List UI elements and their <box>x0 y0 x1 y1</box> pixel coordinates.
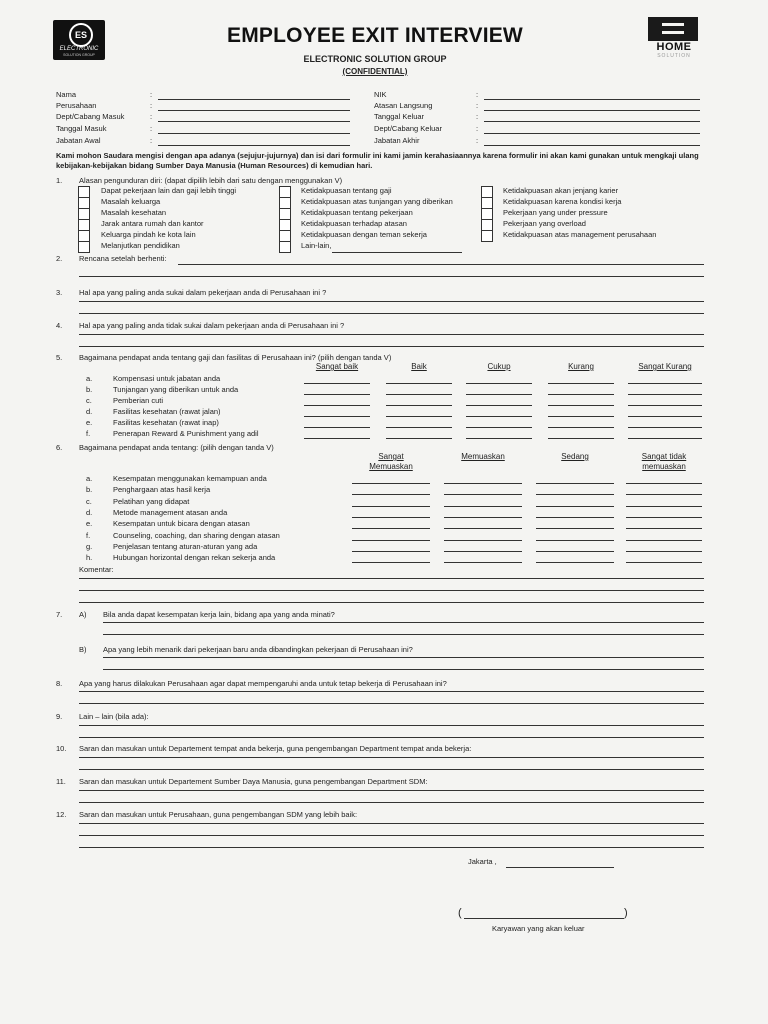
q5-rating-line[interactable] <box>548 427 614 428</box>
logo-circle-icon: ES <box>69 23 93 47</box>
q9-answer-line[interactable] <box>79 737 704 738</box>
signature-open-paren: ( <box>458 907 462 919</box>
field-input-line[interactable] <box>484 99 700 100</box>
q6-rating-line[interactable] <box>444 540 522 541</box>
q6-item-letter: f. <box>86 530 91 540</box>
q11-answer-line[interactable] <box>79 790 704 791</box>
q5-column-header: Baik <box>411 362 427 371</box>
field-colon: : <box>476 112 479 121</box>
field-input-line[interactable] <box>158 121 350 122</box>
logo-right-name: HOME <box>656 41 692 53</box>
reason-label: Masalah keluarga <box>101 197 161 206</box>
reason-label: Ketidakpuasan atas management perusahaan <box>503 230 657 239</box>
q5-rating-line[interactable] <box>304 416 370 417</box>
intro-text: Kami mohon Saudara mengisi dengan apa adanya (sejujur-jujurnya) dan isi dari formulir ini kami jamin kerahasiaannya karena formulir ini akan kami gunakan untuk mengkaji ulang kebijakan-kebijakan bidang Sumber Daya Manusia (Human Resources) di kemudian hari. <box>56 151 699 170</box>
reason-label: Ketidakpuasan tentang pekerjaan <box>301 208 413 217</box>
q6-rating-line[interactable] <box>352 494 430 495</box>
q5-rating-line[interactable] <box>628 416 702 417</box>
q5-rating-line[interactable] <box>466 438 532 439</box>
q5-rating-line[interactable] <box>304 405 370 406</box>
q6-rating-line[interactable] <box>352 562 430 563</box>
q5-rating-line[interactable] <box>628 405 702 406</box>
q6-rating-line[interactable] <box>444 483 522 484</box>
logo-right-sub: SOLUTION <box>657 53 691 59</box>
place-label: Jakarta , <box>468 857 497 866</box>
field-colon: : <box>476 136 479 145</box>
reason-label: Dapat pekerjaan lain dan gaji lebih tinggi <box>101 186 237 195</box>
field-label: Dept/Cabang Masuk <box>56 112 125 121</box>
q6-rating-line[interactable] <box>444 562 522 563</box>
q6-rating-line[interactable] <box>444 506 522 507</box>
reason-checkbox[interactable] <box>78 241 90 253</box>
field-label: Jabatan Awal <box>56 136 101 145</box>
q11-number: 11. <box>56 777 66 786</box>
q6-rating-line[interactable] <box>444 494 522 495</box>
q6-item-label: Metode management atasan anda <box>113 507 228 517</box>
q3-answer-line[interactable] <box>79 313 704 314</box>
q6-rating-line[interactable] <box>536 540 614 541</box>
q5-rating-line[interactable] <box>386 438 452 439</box>
q6-rating-line[interactable] <box>444 551 522 552</box>
q5-rating-line[interactable] <box>304 383 370 384</box>
field-input-line[interactable] <box>158 133 350 134</box>
page-title: EMPLOYEE EXIT INTERVIEW <box>227 24 523 47</box>
field-input-line[interactable] <box>158 145 350 146</box>
field-input-line[interactable] <box>484 133 700 134</box>
q9-answer-line[interactable] <box>79 725 704 726</box>
q7a-label: A) <box>79 610 87 619</box>
q12-answer-line[interactable] <box>79 823 704 824</box>
komentar-line[interactable] <box>79 578 704 579</box>
q5-rating-line[interactable] <box>304 438 370 439</box>
q6-item-letter: b. <box>86 485 93 495</box>
q10-number: 10. <box>56 744 67 753</box>
q5-rating-line[interactable] <box>386 405 452 406</box>
q5-item-label: Penerapan Reward & Punishment yang adil <box>113 429 259 438</box>
q2-number: 2. <box>56 254 63 263</box>
q6-column-header: Sedang <box>561 452 589 461</box>
field-colon: : <box>476 124 479 133</box>
q5-item-label: Fasilitas kesehatan (rawat inap) <box>113 418 219 427</box>
q1-number: 1. <box>56 176 63 185</box>
field-label: Tanggal Keluar <box>374 112 425 121</box>
q10-question: Saran dan masukan untuk Departement tempat anda bekerja, guna pengembangan Department tempat anda bekerja: <box>79 744 472 753</box>
q6-rating-line[interactable] <box>626 540 702 541</box>
home-logo-icon <box>648 17 698 41</box>
reason-label: Pekerjaan yang overload <box>503 219 586 228</box>
q5-item-label: Kompensasi untuk jabatan anda <box>113 374 221 383</box>
q1-question: Alasan pengunduran diri: (dapat dipilih lebih dari satu dengan menggunakan V) <box>79 176 343 185</box>
q7b-answer-line[interactable] <box>103 657 704 658</box>
field-colon: : <box>150 124 153 133</box>
q6-rating-line[interactable] <box>352 528 430 529</box>
q5-rating-line[interactable] <box>466 394 532 395</box>
q5-rating-line[interactable] <box>386 416 452 417</box>
q4-question: Hal apa yang paling anda tidak sukai dalam pekerjaan anda di Perusahaan ini ? <box>79 321 345 330</box>
q11-question: Saran dan masukan untuk Departement Sumber Daya Manusia, guna pengembangan Department SDM: <box>79 777 428 786</box>
q3-question: Hal apa yang paling anda sukai dalam pekerjaan anda di Perusahaan ini ? <box>79 288 327 297</box>
komentar-line[interactable] <box>79 590 704 591</box>
field-colon: : <box>476 101 479 110</box>
q9-question: Lain – lain (bila ada): <box>79 712 149 721</box>
field-colon: : <box>150 136 153 145</box>
q5-rating-line[interactable] <box>466 383 532 384</box>
q6-rating-line[interactable] <box>626 483 702 484</box>
q6-question: Bagaimana pendapat anda tentang: (pilih dengan tanda V) <box>79 443 274 452</box>
q5-rating-line[interactable] <box>386 394 452 395</box>
field-input-line[interactable] <box>158 110 350 111</box>
q6-rating-line[interactable] <box>352 517 430 518</box>
field-colon: : <box>150 101 153 110</box>
q6-item-label: Penghargaan atas hasil kerja <box>113 485 211 495</box>
q12-answer-line[interactable] <box>79 847 704 848</box>
q5-item-letter: a. <box>86 374 93 383</box>
q6-number: 6. <box>56 443 63 452</box>
q5-item-letter: f. <box>86 429 91 438</box>
q6-rating-line[interactable] <box>352 540 430 541</box>
q5-item-letter: c. <box>86 396 92 405</box>
q7-number: 7. <box>56 610 63 619</box>
q6-rating-line[interactable] <box>444 517 522 518</box>
q6-rating-line[interactable] <box>352 483 430 484</box>
reason-other-line[interactable] <box>332 252 462 253</box>
q9-number: 9. <box>56 712 63 721</box>
q6-rating-line[interactable] <box>626 494 702 495</box>
q6-rating-line[interactable] <box>626 562 702 563</box>
q8-number: 8. <box>56 679 63 688</box>
q8-question: Apa yang harus dilakukan Perusahaan agar dapat mempengaruhi anda untuk tetap bekerja di Perusahaan ini? <box>79 679 447 688</box>
komentar-label: Komentar: <box>79 565 114 574</box>
q12-answer-line[interactable] <box>79 835 704 836</box>
q7a-question: Bila anda dapat kesempatan kerja lain, bidang apa yang anda minati? <box>103 610 335 619</box>
q10-answer-line[interactable] <box>79 757 704 758</box>
q5-column-header: Sangat baik <box>315 362 359 371</box>
page-subtitle: ELECTRONIC SOLUTION GROUP <box>303 54 447 64</box>
q6-item-letter: h. <box>86 553 93 563</box>
reason-label: Ketidakpuasan akan jenjang karier <box>503 186 619 195</box>
q8-answer-line[interactable] <box>79 703 704 704</box>
q3-answer-line[interactable] <box>79 301 704 302</box>
q5-rating-line[interactable] <box>548 405 614 406</box>
q6-item-letter: a. <box>86 474 93 483</box>
q5-rating-line[interactable] <box>548 394 614 395</box>
reason-label: Lain-lain, <box>301 241 332 250</box>
q5-rating-line[interactable] <box>304 394 370 395</box>
q6-item-label: Counseling, coaching, dan sharing dengan atasan <box>113 530 280 540</box>
q7b-answer-line[interactable] <box>103 669 704 670</box>
q6-item-label: Pelatihan yang didapat <box>113 496 190 506</box>
q7a-answer-line[interactable] <box>103 622 704 623</box>
q6-rating-line[interactable] <box>352 506 430 507</box>
reason-label: Keluarga pindah ke kota lain <box>101 230 196 239</box>
field-label: Tanggal Masuk <box>56 124 107 133</box>
q5-column-header: Kurang <box>568 362 594 371</box>
q6-item-letter: e. <box>86 519 93 529</box>
reason-label: Pekerjaan yang under pressure <box>503 208 608 217</box>
signature-line[interactable] <box>464 918 624 919</box>
field-input-line[interactable] <box>484 121 700 122</box>
q5-column-header: Sangat Kurang <box>638 362 692 371</box>
reason-checkbox[interactable] <box>279 241 291 253</box>
field-label: NIK <box>374 90 387 99</box>
q6-item-label: Kesempatan untuk bicara dengan atasan <box>113 519 250 529</box>
field-label: Dept/Cabang Keluar <box>374 124 442 133</box>
q6-rating-line[interactable] <box>536 483 614 484</box>
q5-rating-line[interactable] <box>304 427 370 428</box>
field-colon: : <box>150 90 153 99</box>
q5-rating-line[interactable] <box>466 416 532 417</box>
q6-rating-line[interactable] <box>536 517 614 518</box>
q5-rating-line[interactable] <box>628 394 702 395</box>
q5-item-label: Tunjangan yang diberikan untuk anda <box>113 385 239 394</box>
date-line[interactable] <box>506 867 614 868</box>
field-input-line[interactable] <box>158 99 350 100</box>
q5-number: 5. <box>56 353 63 362</box>
q5-rating-line[interactable] <box>466 405 532 406</box>
q6-item-letter: d. <box>86 507 93 517</box>
q5-item-letter: b. <box>86 385 93 394</box>
q5-rating-line[interactable] <box>548 438 614 439</box>
q11-answer-line[interactable] <box>79 802 704 803</box>
q2-answer-line[interactable] <box>178 264 704 265</box>
q6-rating-line[interactable] <box>626 528 702 529</box>
q5-rating-line[interactable] <box>548 383 614 384</box>
reason-label: Ketidakpuasan terhadap atasan <box>301 219 407 228</box>
q6-item-letter: g. <box>86 541 93 551</box>
q6-item-label: Kesempatan menggunakan kemampuan anda <box>113 474 267 483</box>
komentar-line[interactable] <box>79 602 704 603</box>
q6-rating-line[interactable] <box>444 528 522 529</box>
q5-rating-line[interactable] <box>386 383 452 384</box>
q10-answer-line[interactable] <box>79 769 704 770</box>
field-colon: : <box>476 90 479 99</box>
reason-label: Melanjutkan pendidikan <box>101 241 180 250</box>
q7b-question: Apa yang lebih menarik dari pekerjaan baru anda dibandingkan pekerjaan di Perusahaan ini? <box>103 645 413 654</box>
q5-item-label: Fasilitas kesehatan (rawat jalan) <box>113 407 221 416</box>
q6-rating-line[interactable] <box>626 506 702 507</box>
q5-rating-line[interactable] <box>386 427 452 428</box>
q6-column-header: memuaskan <box>642 462 686 471</box>
field-label: Atasan Langsung <box>374 101 433 110</box>
q12-number: 12. <box>56 810 67 819</box>
reason-label: Ketidakpuasan karena kondisi kerja <box>503 197 622 206</box>
q8-answer-line[interactable] <box>79 691 704 692</box>
reason-label: Jarak antara rumah dan kantor <box>101 219 204 228</box>
reason-label: Ketidakpuasan atas tunjangan yang diberikan <box>301 197 453 206</box>
field-label: Jabatan Akhir <box>374 136 420 145</box>
q5-rating-line[interactable] <box>628 383 702 384</box>
reason-label: Masalah kesehatan <box>101 208 167 217</box>
q5-question: Bagaimana pendapat anda tentang gaji dan fasilitas di Perusahaan ini? (pilih dengan tanda V) <box>79 353 392 362</box>
q6-item-label: Hubungan horizontal dengan rekan sekerja anda <box>113 553 276 563</box>
q5-rating-line[interactable] <box>466 427 532 428</box>
q5-rating-line[interactable] <box>548 416 614 417</box>
q6-column-header: Memuaskan <box>461 452 505 461</box>
q5-item-letter: d. <box>86 407 93 416</box>
logo-left-sub: SOLUTION GROUP <box>63 53 95 57</box>
logo-left-name: ELECTRONIC <box>59 46 99 52</box>
q4-answer-line[interactable] <box>79 334 704 335</box>
reason-checkbox[interactable] <box>481 230 493 242</box>
q4-answer-line[interactable] <box>79 346 704 347</box>
q6-rating-line[interactable] <box>536 562 614 563</box>
q4-number: 4. <box>56 321 63 330</box>
q6-rating-line[interactable] <box>352 551 430 552</box>
q6-rating-line[interactable] <box>536 528 614 529</box>
reason-label: Ketidakpuasan tentang gaji <box>301 186 392 195</box>
signature-label: Karyawan yang akan keluar <box>492 924 585 933</box>
field-input-line[interactable] <box>484 145 700 146</box>
q2-question: Rencana setelah berhenti: <box>79 254 167 263</box>
field-label: Nama <box>56 90 77 99</box>
q12-question: Saran dan masukan untuk Perusahaan, guna pengembangan SDM yang lebih baik: <box>79 810 358 819</box>
q6-item-label: Penjelasan tentang aturan-aturan yang ada <box>113 541 258 551</box>
q5-column-header: Cukup <box>487 362 511 371</box>
field-colon: : <box>150 112 153 121</box>
q6-rating-line[interactable] <box>536 551 614 552</box>
q6-rating-line[interactable] <box>626 551 702 552</box>
field-label: Perusahaan <box>56 101 97 110</box>
field-input-line[interactable] <box>484 110 700 111</box>
signature-close-paren: ) <box>624 907 628 919</box>
company-logo-left <box>53 20 105 60</box>
q7b-label: B) <box>79 645 87 654</box>
reason-label: Ketidakpuasan dengan teman sekerja <box>301 230 427 239</box>
q5-item-letter: e. <box>86 418 93 427</box>
q5-item-label: Pemberian cuti <box>113 396 164 405</box>
q3-number: 3. <box>56 288 63 297</box>
q6-column-header: Sangat <box>378 452 404 461</box>
confidential-label: (CONFIDENTIAL) <box>342 67 408 76</box>
q5-rating-line[interactable] <box>628 438 702 439</box>
q6-item-letter: c. <box>86 496 92 506</box>
q7a-answer-line[interactable] <box>103 634 704 635</box>
q5-rating-line[interactable] <box>628 427 702 428</box>
q6-rating-line[interactable] <box>626 517 702 518</box>
q6-column-header: Sangat tidak <box>641 452 687 461</box>
q2-answer-line[interactable] <box>79 276 704 277</box>
q6-rating-line[interactable] <box>536 494 614 495</box>
q6-column-header: Memuaskan <box>369 462 413 471</box>
company-logo-right <box>646 17 702 61</box>
q6-rating-line[interactable] <box>536 506 614 507</box>
